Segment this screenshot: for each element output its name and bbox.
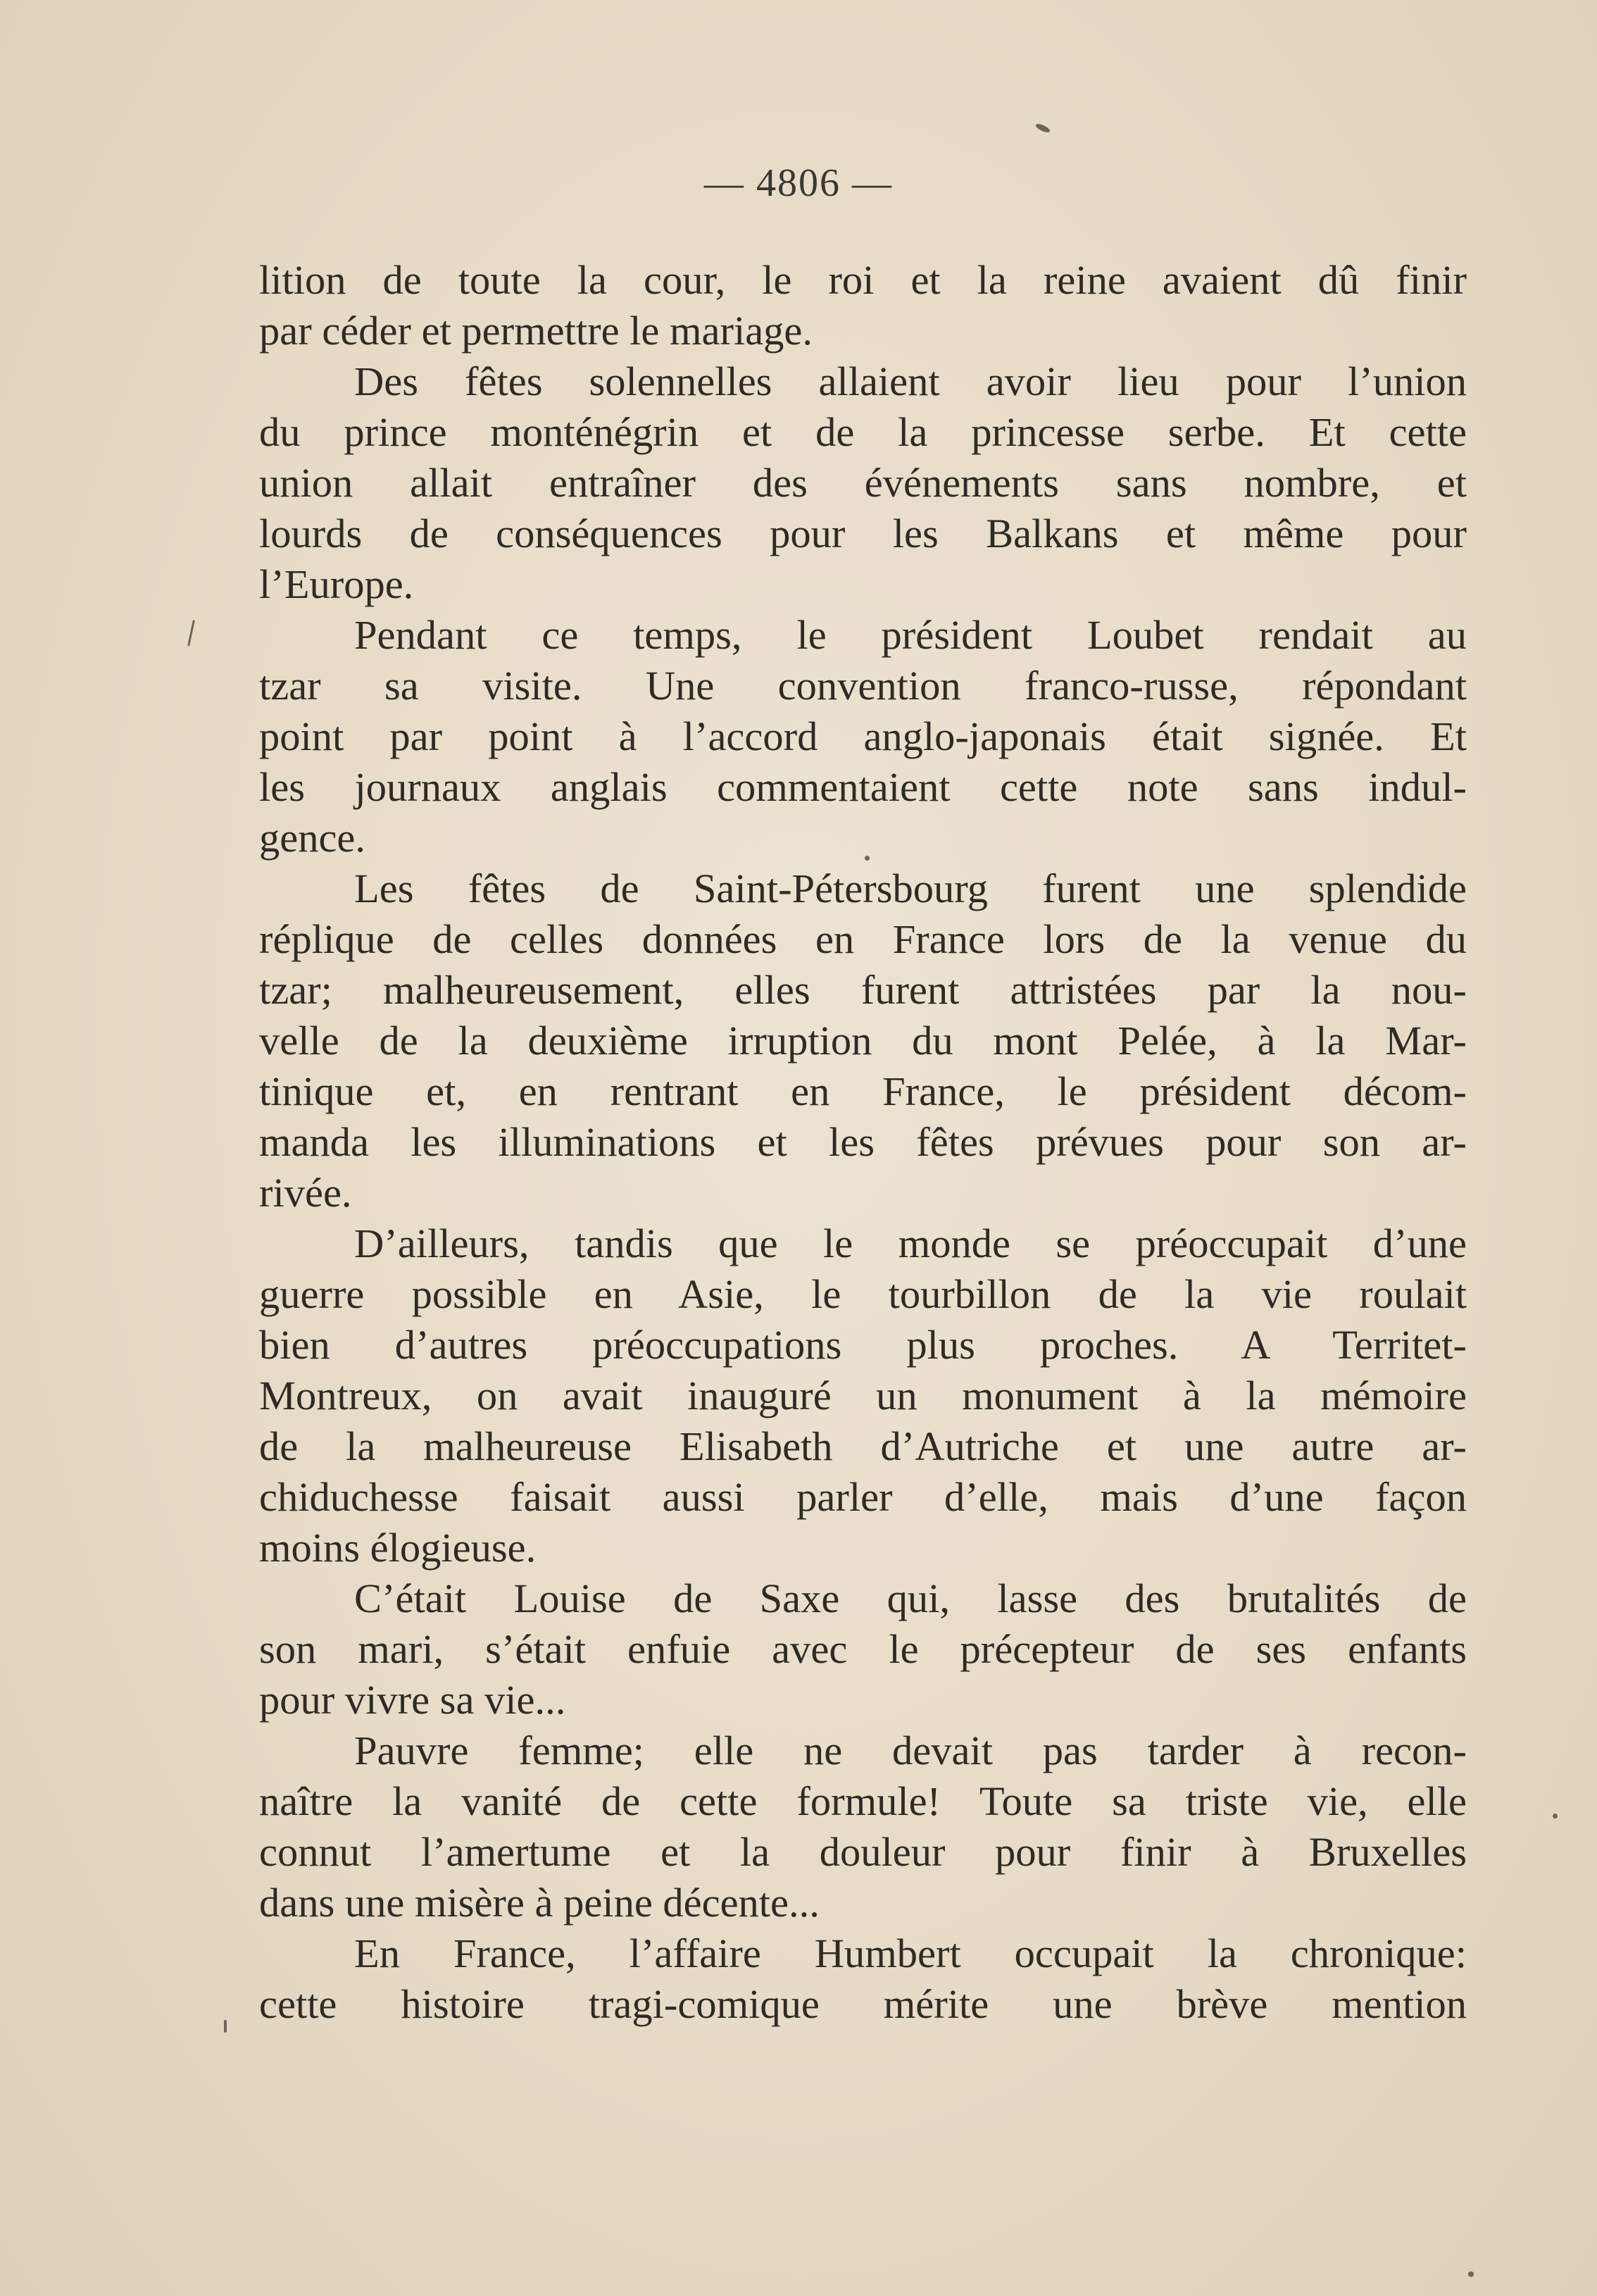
text-line: tzar; malheureusement, elles furent attristées par la nou- bbox=[259, 967, 1467, 1013]
text-line: dans une misère à peine décente... bbox=[259, 1880, 820, 1926]
text-line: lition de toute la cour, le roi et la reine avaient dû finir bbox=[259, 257, 1467, 303]
text-line: Les fêtes de Saint-Pétersbourg furent une splendide bbox=[354, 866, 1467, 911]
text-line: son mari, s’était enfuie avec le précepteur de ses enfants bbox=[259, 1626, 1467, 1672]
text-line: point par point à l’accord anglo-japonais était signée. Et bbox=[259, 713, 1467, 759]
paper-speck bbox=[865, 856, 870, 861]
text-line: du prince monténégrin et de la princesse serbe. Et cette bbox=[259, 409, 1467, 455]
text-line: bien d’autres préoccupations plus proches. A Territet- bbox=[259, 1322, 1467, 1368]
text-line: Montreux, on avait inauguré un monument à la mémoire bbox=[259, 1373, 1467, 1418]
page-number: — 4806 — bbox=[704, 161, 893, 205]
text-line: connut l’amertume et la douleur pour finir à Bruxelles bbox=[259, 1829, 1467, 1875]
text-line: Pendant ce temps, le président Loubet rendait au bbox=[354, 612, 1467, 658]
text-line: tzar sa visite. Une convention franco-russe, répondant bbox=[259, 663, 1467, 709]
paper-speck bbox=[1034, 123, 1051, 135]
text-line: C’était Louise de Saxe qui, lasse des brutalités de bbox=[354, 1576, 1467, 1621]
text-line: Pauvre femme; elle ne devait pas tarder à recon- bbox=[354, 1728, 1467, 1773]
text-line: pour vivre sa vie... bbox=[259, 1677, 566, 1723]
text-line: union allait entraîner des événements sans nombre, et bbox=[259, 460, 1467, 506]
paper-speck bbox=[187, 620, 195, 647]
text-line: cette histoire tragi-comique mérite une brève mention bbox=[259, 1981, 1467, 2027]
paper-speck bbox=[1553, 1814, 1558, 1818]
text-line: gence. bbox=[259, 815, 366, 861]
text-line: par céder et permettre le mariage. bbox=[259, 308, 813, 354]
text-line: l’Europe. bbox=[259, 561, 414, 607]
text-line: lourds de conséquences pour les Balkans et même pour bbox=[259, 511, 1467, 556]
text-line: Des fêtes solennelles allaient avoir lieu pour l’union bbox=[354, 358, 1467, 404]
text-line: D’ailleurs, tandis que le monde se préoccupait d’une bbox=[354, 1221, 1467, 1266]
text-line: de la malheureuse Elisabeth d’Autriche et une autre ar- bbox=[259, 1423, 1467, 1469]
text-line: En France, l’affaire Humbert occupait la chronique: bbox=[354, 1930, 1467, 1976]
body-text bbox=[259, 255, 1467, 2030]
text-line: rivée. bbox=[259, 1170, 352, 1216]
text-line: manda les illuminations et les fêtes prévues pour son ar- bbox=[259, 1119, 1467, 1165]
paper-speck bbox=[224, 2020, 227, 2033]
text-line: velle de la deuxième irruption du mont Pelée, à la Mar- bbox=[259, 1018, 1467, 1063]
text-line: tinique et, en rentrant en France, le président décom- bbox=[259, 1068, 1467, 1114]
text-line: les journaux anglais commentaient cette note sans indul- bbox=[259, 764, 1467, 810]
text-line: moins élogieuse. bbox=[259, 1525, 537, 1571]
text-line: naître la vanité de cette formule! Toute sa triste vie, elle bbox=[259, 1778, 1467, 1824]
text-line: réplique de celles données en France lors de la venue du bbox=[259, 916, 1467, 962]
text-line: chiduchesse faisait aussi parler d’elle, mais d’une façon bbox=[259, 1474, 1467, 1520]
paper-speck bbox=[1468, 2271, 1474, 2277]
text-line: guerre possible en Asie, le tourbillon de la vie roulait bbox=[259, 1271, 1467, 1317]
